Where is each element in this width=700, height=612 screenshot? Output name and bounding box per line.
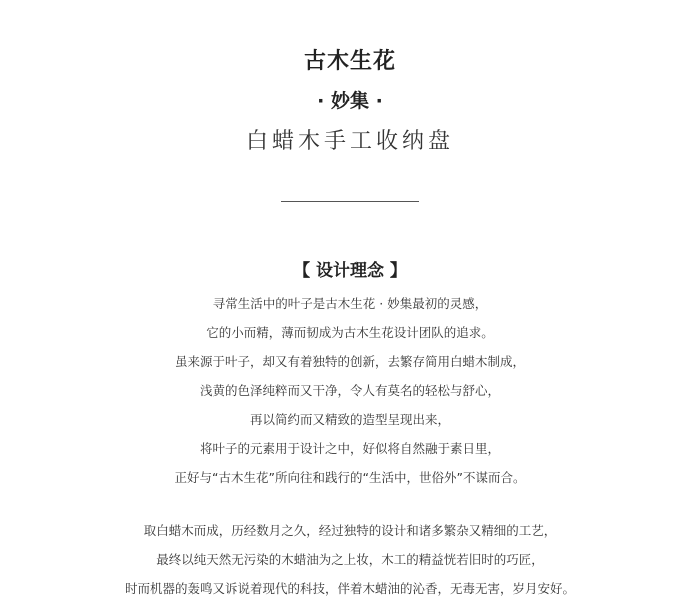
series-title: · 妙集 · — [317, 90, 383, 112]
paragraph-line: 虽来源于叶子，却又有着独特的创新，去繁存简用白蜡木制成， — [174, 354, 525, 369]
paragraph-line: 将叶子的元素用于设计之中，好似将自然融于素日里， — [199, 441, 500, 456]
paragraph-line: 它的小而精，薄而韧成为古木生花设计团队的追求。 — [206, 325, 494, 340]
design-concept-paragraph — [0, 289, 700, 492]
paragraph-line: 最终以纯天然无污染的木蜡油为之上妆，木工的精益恍若旧时的巧匠， — [156, 552, 544, 567]
divider-line — [281, 201, 419, 202]
product-title: 白蜡木手工收纳盘 — [245, 129, 454, 154]
section-heading: 【 设计理念 】 — [293, 261, 407, 281]
paragraph-line: 寻常生活中的叶子是古木生花 · 妙集最初的灵感， — [212, 296, 488, 311]
craft-paragraph — [0, 516, 700, 603]
paragraph-line: 再以简约而又精致的造型呈现出来， — [249, 412, 450, 427]
paragraph-line: 取白蜡木而成，历经数月之久，经过独特的设计和诸多繁杂又精细的工艺， — [143, 523, 557, 538]
brand-title: 古木生花 — [303, 49, 396, 74]
paragraph-line: 正好与“古木生花”所向往和践行的“生活中，世俗外”不谋而合。 — [174, 470, 526, 485]
paragraph-line: 浅黄的色泽纯粹而又干净，令人有莫名的轻松与舒心， — [199, 383, 500, 398]
paragraph-line: 时而机器的轰鸣又诉说着现代的科技，伴着木蜡油的沁香，无毒无害，岁月安好。 — [124, 581, 575, 596]
